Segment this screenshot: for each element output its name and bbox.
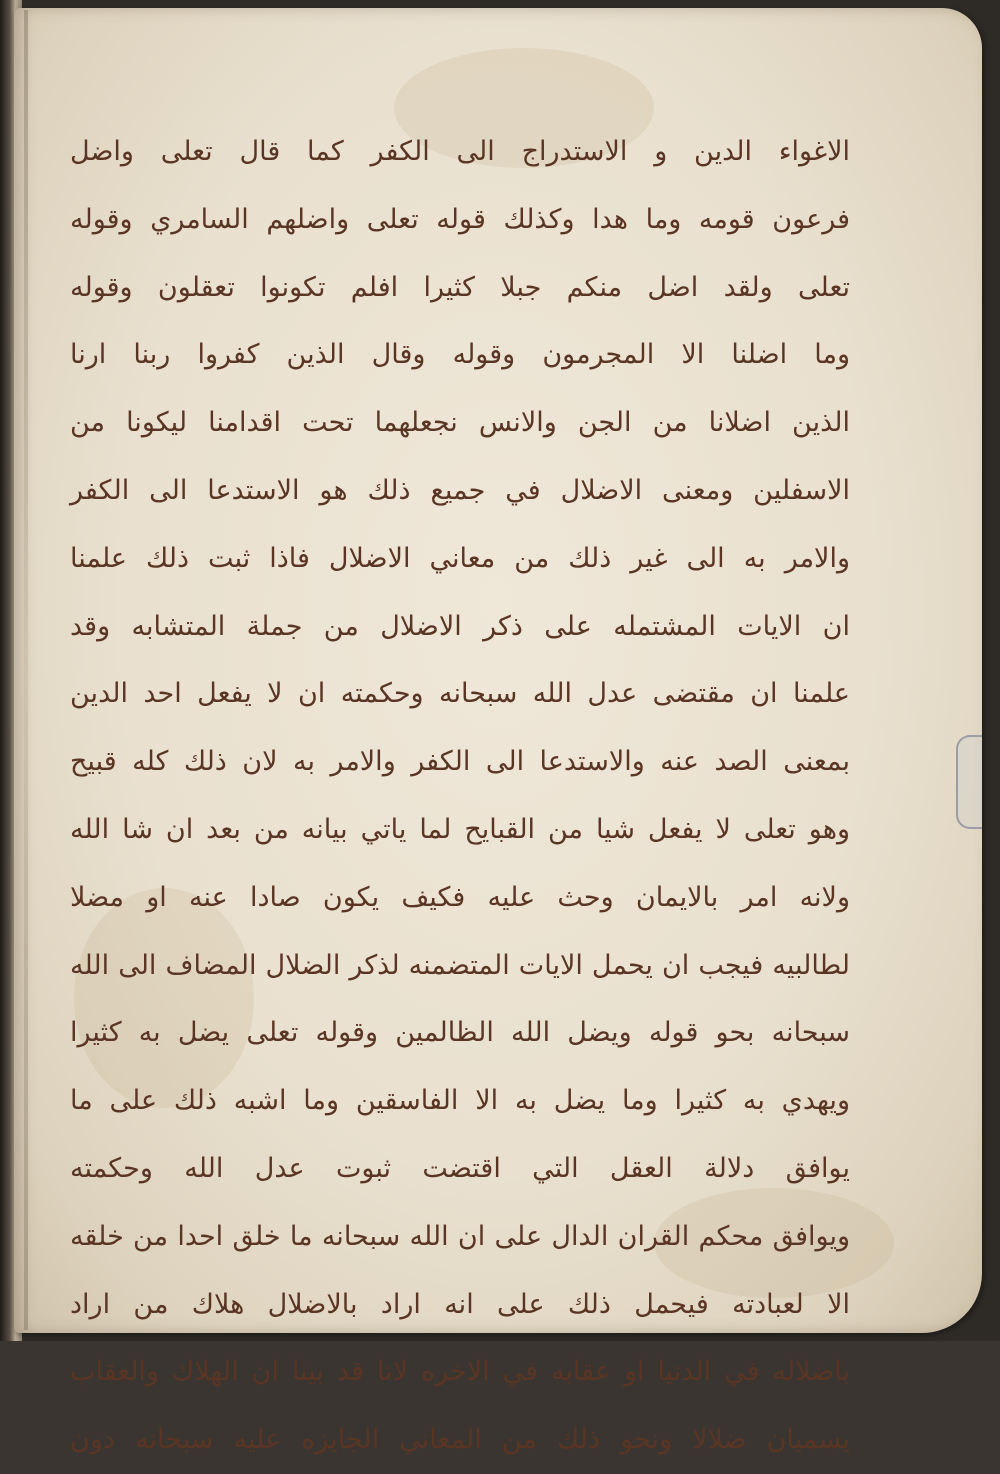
text-line: وما اضلنا الا المجرمون وقوله وقال الذين كفروا ربنا ارنا xyxy=(70,339,850,371)
text-line: تعلى ولقد اضل منكم جبلا كثيرا افلم تكونوا تعقلون وقوله xyxy=(70,271,850,303)
text-line: الا لعبادته فيحمل ذلك على انه اراد بالاضلال هلاك من اراد xyxy=(70,1288,850,1320)
text-line: الاسفلين ومعنى الاضلال في جميع ذلك هو الاستدعا الى الكفر xyxy=(70,474,850,506)
text-line: باضلاله في الدنيا او عقابه في الاخره لانا قد بينا ان الهلاك والعقاب xyxy=(70,1356,850,1388)
text-line: الاغواء الدين و الاستدراج الى الكفر كما قال تعلى واضل xyxy=(70,136,850,167)
text-line: ويهدي به كثيرا وما يضل به الا الفاسقين وما اشبه ذلك على ما xyxy=(70,1085,850,1117)
page-edge xyxy=(24,10,28,1330)
text-line: علمنا ان مقتضى عدل الله سبحانه وحكمته ان لا يفعل احد الدين xyxy=(70,678,850,710)
text-line: والامر به الى غير ذلك من معاني الاضلال فاذا ثبت ذلك علمنا xyxy=(70,542,850,574)
text-line: وهو تعلى لا يفعل شيا من القبايح لما ياتي بيانه من بعد ان شا الله xyxy=(70,813,850,845)
text-line: الذين اضلانا من الجن والانس نجعلهما تحت اقدامنا ليكونا من xyxy=(70,407,850,439)
page-clip xyxy=(956,735,982,829)
text-line: سبحانه بحو قوله ويضل الله الظالمين وقوله تعلى يضل به كثيرا xyxy=(70,1017,850,1049)
text-line: ان الايات المشتمله على ذكر الاضلال من جملة المتشابه وقد xyxy=(70,610,850,642)
text-line: يسميان ضلالا ونحو ذلك من المعاني الجايزه عليه سبحانه دون xyxy=(70,1424,850,1456)
text-line: بمعنى الصد عنه والاستدعا الى الكفر والامر به لان ذلك كله قبيح xyxy=(70,746,850,778)
text-line: ويوافق محكم القران الدال على ان الله سبحانه ما خلق احدا من خلقه xyxy=(70,1220,850,1252)
text-line: ولانه امر بالايمان وحث عليه فكيف يكون صادا عنه او مضلا xyxy=(70,881,850,913)
manuscript-text xyxy=(70,118,850,1474)
text-line: فرعون قومه وما هدا وكذلك قوله تعلى واضلهم السامري وقوله xyxy=(70,203,850,235)
text-line: يوافق دلالة العقل التي اقتضت ثبوت عدل الله وحكمته xyxy=(70,1152,850,1184)
text-line: لطالبيه فيجب ان يحمل الايات المتضمنه لذكر الضلال المضاف الى الله xyxy=(70,949,850,981)
